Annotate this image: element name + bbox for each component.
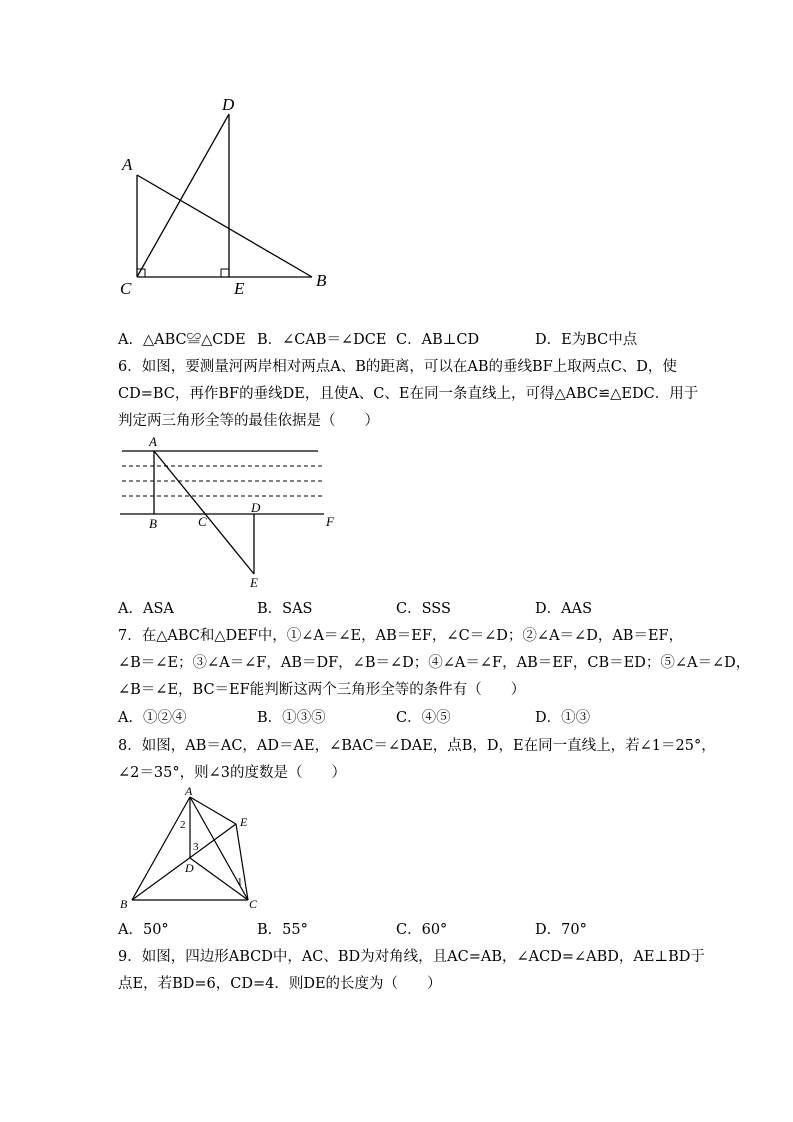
q7-option-d: D．①③ bbox=[535, 710, 591, 726]
q8-option-b: B．55° bbox=[257, 922, 308, 938]
q7-option-b: B．①③⑤ bbox=[257, 710, 326, 726]
q7-line-1: 7．在△ABC和△DEF中，①∠A＝∠E，AB＝EF，∠C＝∠D；②∠A＝∠D，AB＝EF， bbox=[118, 628, 684, 644]
segment-ae bbox=[154, 451, 254, 574]
angle-label-1: 1 bbox=[237, 876, 243, 888]
label-f: F bbox=[326, 514, 334, 529]
segment-ab bbox=[132, 797, 190, 900]
right-angle-mark-e bbox=[221, 269, 229, 277]
label-a: A bbox=[185, 784, 193, 798]
segment-be bbox=[132, 824, 236, 900]
angle-label-2: 2 bbox=[180, 819, 186, 831]
label-c: C bbox=[120, 279, 132, 298]
segment-cd bbox=[137, 114, 229, 277]
label-e: E bbox=[234, 279, 245, 298]
label-b: B bbox=[149, 516, 157, 531]
q6-line-1: 6．如图，要测量河两岸相对两点A、B的距离，可以在AB的垂线BF上取两点C、D，使 bbox=[118, 359, 677, 375]
label-e: E bbox=[250, 575, 258, 590]
q7-line-3: ∠B＝∠E，BC＝EF能判断这两个三角形全等的条件有（ ） bbox=[118, 682, 526, 698]
label-c: C bbox=[198, 514, 207, 529]
q6-line-3: 判定两三角形全等的最佳依据是（ ） bbox=[118, 413, 379, 429]
q8-line-2: ∠2＝35°，则∠3的度数是（ ） bbox=[118, 765, 346, 781]
q7-line-2: ∠B＝∠E；③∠A＝∠F，AB＝DF，∠B＝∠D；④∠A＝∠F，AB＝EF，CB＝ED；⑤∠A＝∠D， bbox=[118, 655, 751, 671]
q5-option-d: D．E为BC中点 bbox=[535, 332, 638, 348]
label-e: E bbox=[240, 815, 248, 829]
label-d: D bbox=[185, 861, 194, 875]
label-a: A bbox=[122, 155, 133, 174]
q8-option-a: A．50° bbox=[118, 922, 169, 938]
label-a: A bbox=[149, 434, 157, 449]
label-b: B bbox=[316, 271, 327, 290]
segment-ab bbox=[137, 175, 312, 277]
label-d: D bbox=[222, 95, 235, 114]
label-d: D bbox=[251, 500, 261, 515]
q8-line-1: 8．如图，AB＝AC，AD＝AE，∠BAC＝∠DAE，点B，D，E在同一直线上，若∠1＝25°， bbox=[118, 738, 716, 754]
q7-option-a: A．①②④ bbox=[118, 710, 187, 726]
segment-ae bbox=[190, 797, 236, 824]
q6-option-d: D．AAS bbox=[535, 601, 593, 617]
q6-option-a: A．ASA bbox=[118, 601, 174, 617]
label-b: B bbox=[120, 897, 128, 911]
q9-line-2: 点E，若BD=6，CD=4．则DE的长度为（ ） bbox=[118, 976, 442, 992]
q7-option-c: C．④⑤ bbox=[396, 710, 451, 726]
q8-option-d: D．70° bbox=[535, 922, 587, 938]
q5-option-b: B．∠CAB＝∠DCE bbox=[257, 332, 387, 348]
figure-right-triangles bbox=[110, 90, 340, 305]
q9-line-1: 9．如图，四边形ABCD中，AC、BD为对角线，且AC=AB，∠ACD=∠ABD，AE⊥BD于 bbox=[118, 949, 705, 965]
q5-option-a: A．△ABC≌△CDE bbox=[118, 332, 246, 348]
q6-line-2: CD=BC，再作BF的垂线DE，且使A、C、E在同一条直线上，可得△ABC≌△EDC．用于 bbox=[118, 386, 699, 402]
q8-option-c: C．60° bbox=[396, 922, 448, 938]
q6-option-b: B．SAS bbox=[257, 601, 313, 617]
q5-option-c: C．AB⊥CD bbox=[396, 332, 480, 348]
figure-river bbox=[112, 432, 352, 592]
label-c: C bbox=[249, 897, 258, 911]
figure-triangles-abcde bbox=[112, 784, 272, 914]
angle-label-3: 3 bbox=[193, 841, 199, 853]
q6-option-c: C．SSS bbox=[396, 601, 451, 617]
